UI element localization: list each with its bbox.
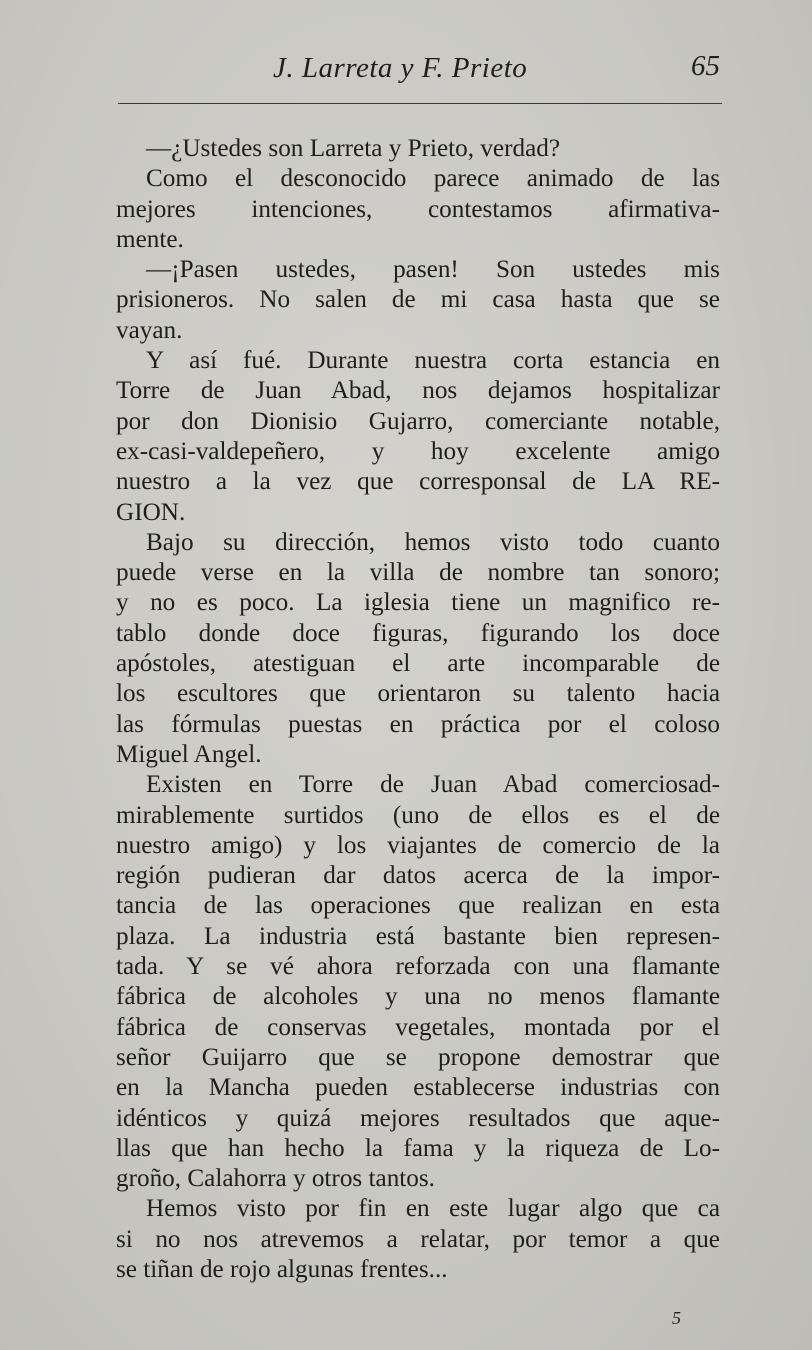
text-line: Torre de Juan Abad, nos dejamos hospitalizar xyxy=(116,377,720,405)
text-line: prisioneros. No salen de mi casa hasta que se xyxy=(116,286,720,314)
page-number: 65 xyxy=(691,50,720,82)
text-line: se tiñan de rojo algunas frentes... xyxy=(116,1255,448,1283)
text-line: región pudieran dar datos acerca de la impor- xyxy=(116,862,720,890)
text-line: ex-casi-valdepeñero, y hoy excelente amigo xyxy=(116,437,720,465)
text-line: groño, Calahorra y otros tantos. xyxy=(116,1165,435,1193)
text-line: nuestro a la vez que corresponsal de LA RE- xyxy=(116,468,720,496)
text-line: —¿Ustedes son Larreta y Prieto, verdad? xyxy=(146,135,561,162)
text-line: Como el desconocido parece animado de las xyxy=(146,165,720,193)
text-line: Y así fué. Durante nuestra corta estancia en xyxy=(146,347,720,375)
running-title: J. Larreta y F. Prieto xyxy=(273,52,528,84)
text-line: nuestro amigo) y los viajantes de comercio de la xyxy=(116,831,720,859)
text-line: Miguel Angel. xyxy=(116,740,262,768)
text-line: fábrica de conservas vegetales, montada por el xyxy=(116,1013,720,1041)
text-line: Existen en Torre de Juan Abad comerciosad- xyxy=(146,771,720,799)
text-line: idénticos y quizá mejores resultados que aque- xyxy=(116,1104,720,1132)
text-line: los escultores que orientaron su talento hacia xyxy=(116,680,720,708)
text-line: puede verse en la villa de nombre tan sonoro; xyxy=(116,559,720,587)
text-line: mente. xyxy=(116,225,184,253)
text-line: tada. Y se vé ahora reforzada con una flamante xyxy=(116,953,720,981)
text-line: si no nos atrevemos a relatar, por temor a que xyxy=(116,1225,720,1253)
text-line: en la Mancha pueden establecerse industrias con xyxy=(116,1074,720,1102)
text-line: GION. xyxy=(116,498,186,526)
text-line: por don Dionisio Gujarro, comerciante notable, xyxy=(116,407,720,435)
body-text xyxy=(116,134,720,1285)
text-line: Bajo su dirección, hemos visto todo cuanto xyxy=(146,528,720,556)
text-line: apóstoles, atestiguan el arte incomparable de xyxy=(116,650,720,678)
text-line: y no es poco. La iglesia tiene un magnifico re- xyxy=(116,589,720,617)
text-line: vayan. xyxy=(116,316,183,344)
text-line: señor Guijarro que se propone demostrar que xyxy=(116,1043,720,1071)
text-line: tablo donde doce figuras, figurando los doce xyxy=(116,619,720,647)
text-line: tancia de las operaciones que realizan en esta xyxy=(116,892,720,920)
text-line: mirablemente surtidos (uno de ellos es el de xyxy=(116,801,720,829)
text-line: mejores intenciones, contestamos afirmativa- xyxy=(116,195,720,223)
page-header xyxy=(118,48,722,94)
header-rule xyxy=(118,103,722,104)
text-line: las fórmulas puestas en práctica por el coloso xyxy=(116,710,720,738)
text-line: llas que han hecho la fama y la riqueza de Lo- xyxy=(116,1134,720,1162)
text-line: Hemos visto por fin en este lugar algo que ca xyxy=(146,1195,720,1223)
signature-mark: 5 xyxy=(672,1308,681,1328)
text-line: fábrica de alcoholes y una no menos flamante xyxy=(116,983,720,1011)
text-line: plaza. La industria está bastante bien represen- xyxy=(116,922,720,950)
text-line: —¡Pasen ustedes, pasen! Son ustedes mis xyxy=(146,256,720,284)
